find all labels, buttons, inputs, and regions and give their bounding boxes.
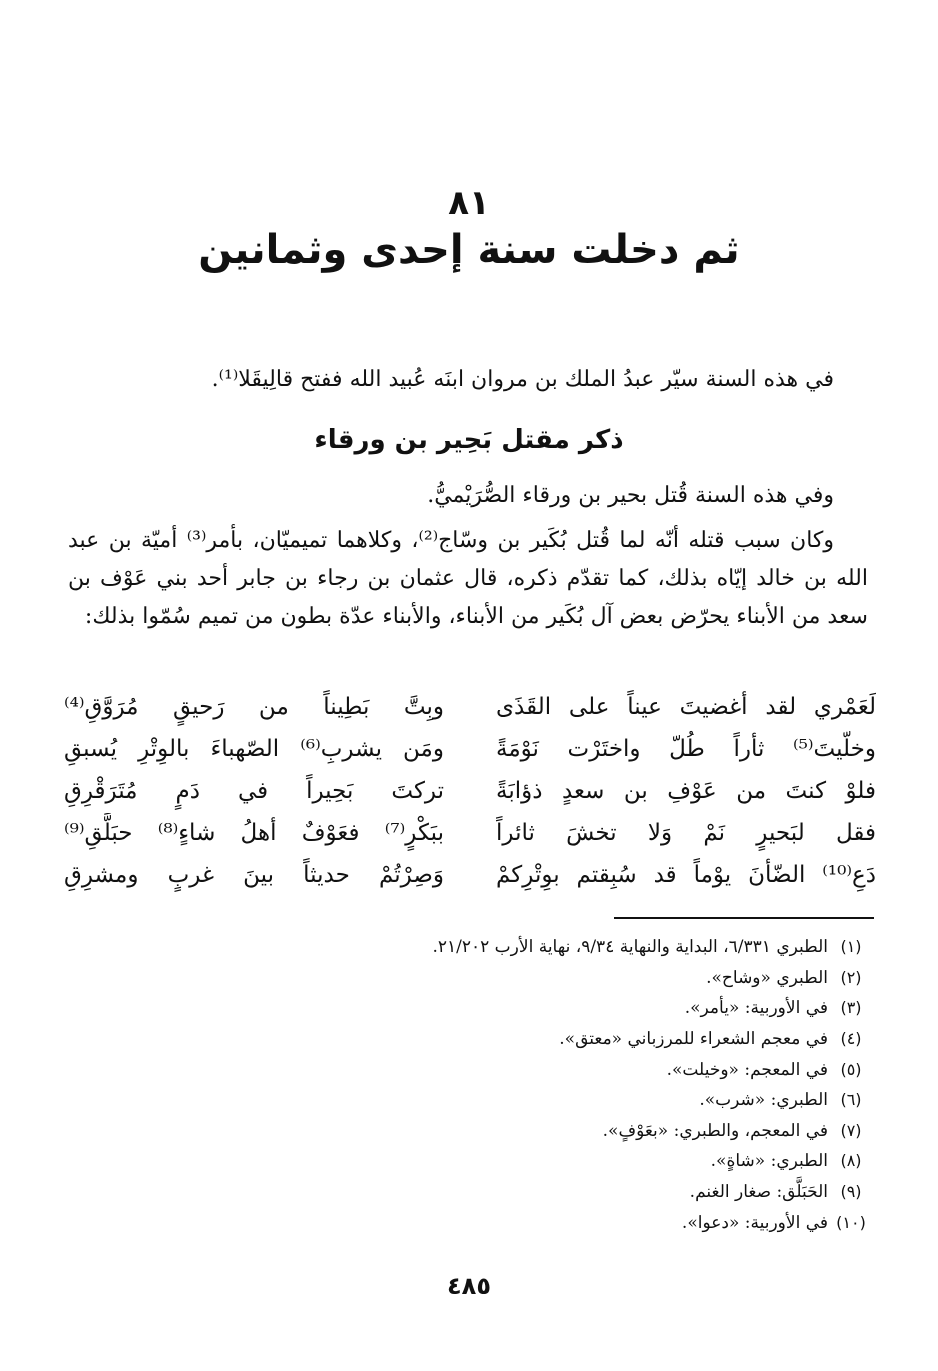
footnote-text: في معجم الشعراء للمرزباني «معتق». bbox=[559, 1029, 828, 1050]
footnote-text: الطبري: «شرب». bbox=[699, 1090, 828, 1111]
section-paragraph-2: وكان سبب قتله أنّه لما قُتل بُكَير بن وسّاج⁽²⁾، وكلاهما تميميّان، بأمر⁽³⁾ أميّة بن عبد الله بن خالد إيّاه بذلك، كما تقدّم ذكره، قال عثمان بن رجاء بن جابر أحد بني عَوْف بن سعد من الأبناء يحرّض بعض آل بُكَير من الأبناء، والأبناء عدّة بطون من تميم سُمّوا بذلك: bbox=[68, 528, 868, 629]
footnote-text: الطبري: «شاةٍ». bbox=[710, 1151, 828, 1172]
footnote bbox=[94, 1054, 874, 1085]
footnote-number: (٣) bbox=[840, 998, 862, 1018]
section-paragraph-1: وفي هذه السنة قُتل بحير بن ورقاء الصُّرَيْميُّ. bbox=[427, 483, 834, 508]
page-number: ٤٨٥ bbox=[447, 1272, 491, 1300]
verse-second-hemistich: ببَكْرٍ⁽⁷⁾ فعَوْفٌ أهلُ شاءٍ⁽⁸⁾ حبَلَّقِ⁽⁹⁾ bbox=[64, 820, 444, 846]
poem-verse bbox=[64, 728, 876, 770]
verse-first-hemistich: دَعِ⁽¹⁰⁾ الضّأنَ يوْماً قد سُبِقتم بوِتْرِكمْ bbox=[496, 862, 876, 888]
poem bbox=[64, 686, 876, 896]
footnote-number: (٤) bbox=[840, 1029, 862, 1049]
verse-first-hemistich: فلوْ كنتَ من عَوْفِ بن سعدٍ ذؤابَةً bbox=[496, 778, 876, 804]
footnote-number: (١) bbox=[840, 937, 862, 957]
footnote-text: في المعجم: «وخيلت». bbox=[666, 1059, 828, 1080]
footnote-number: (١٠) bbox=[836, 1212, 866, 1232]
chapter-title: ثم دخلت سنة إحدى وثمانين bbox=[198, 227, 740, 273]
footnote bbox=[94, 1024, 874, 1055]
poem-verse bbox=[64, 770, 876, 812]
verse-second-hemistich: وبِتَّ بَطِيناً من رَحيقٍ مُرَوَّقِ⁽⁴⁾ bbox=[64, 694, 444, 720]
footnote-number: (٦) bbox=[840, 1090, 862, 1110]
footnote-number: (٨) bbox=[840, 1151, 862, 1171]
footnote bbox=[94, 932, 874, 963]
verse-first-hemistich: فقل لبَحيرٍ نَمْ وَلا تخشَ ثائراً bbox=[496, 820, 876, 846]
verse-second-hemistich: ومَن يشربِ⁽⁶⁾ الصّهباءَ بالوِتْرِ يُسبقِ bbox=[64, 736, 444, 762]
footnote bbox=[94, 1085, 874, 1116]
footnote-text: في المعجم، والطبري: «بعَوْفٍ». bbox=[602, 1120, 828, 1141]
poem-verse bbox=[64, 812, 876, 854]
footnote-number: (٥) bbox=[840, 1059, 862, 1079]
footnote-divider bbox=[614, 917, 874, 919]
intro-paragraph: في هذه السنة سيّر عبدُ الملك بن مروان ابنَه عُبيد الله ففتح قالِيقَلا⁽¹⁾. bbox=[211, 367, 834, 392]
footnote-text: الطبري «وشاح». bbox=[706, 967, 828, 988]
footnote-text: في الأوربية: «يأمر». bbox=[684, 998, 828, 1019]
poem-verse bbox=[64, 854, 876, 896]
poem-verse bbox=[64, 686, 876, 728]
footnote bbox=[94, 963, 874, 994]
footnotes-list bbox=[94, 932, 874, 1238]
footnote-number: (٧) bbox=[840, 1120, 862, 1140]
footnote bbox=[94, 1207, 874, 1238]
verse-first-hemistich: لَعَمْري لقد أغضيتَ عيناً على القَذَى bbox=[496, 694, 876, 720]
verse-second-hemistich: وَصِرْتُمْ حديثاً بينَ غربٍ ومشرِقِ bbox=[64, 862, 444, 888]
footnote bbox=[94, 1116, 874, 1147]
footnote bbox=[94, 1177, 874, 1208]
footnote-text: في الأوربية: «دعوا». bbox=[681, 1212, 828, 1233]
footnote-text: الحَبَلَّق: صغار الغنم. bbox=[689, 1182, 828, 1203]
verse-second-hemistich: تركتَ بَحِيراً في دَمٍ مُتَرَقْرِقِ bbox=[64, 778, 444, 804]
footnote-number: (٢) bbox=[840, 967, 862, 987]
section-heading: ذكر مقتل بَحِير بن ورقاء bbox=[314, 425, 624, 455]
footnote-text: الطبري ٦/٣٣١، البداية والنهاية ٩/٣٤، نهاية الأرب ٢١/٢٠٢. bbox=[432, 937, 828, 958]
footnote bbox=[94, 1146, 874, 1177]
chapter-number: ٨١ bbox=[448, 183, 490, 223]
footnote bbox=[94, 993, 874, 1024]
footnote-number: (٩) bbox=[840, 1182, 862, 1202]
verse-first-hemistich: وخلّيتَ⁽⁵⁾ ثأراً طُلّ واختَرْت نَوْمَةً bbox=[496, 736, 876, 762]
